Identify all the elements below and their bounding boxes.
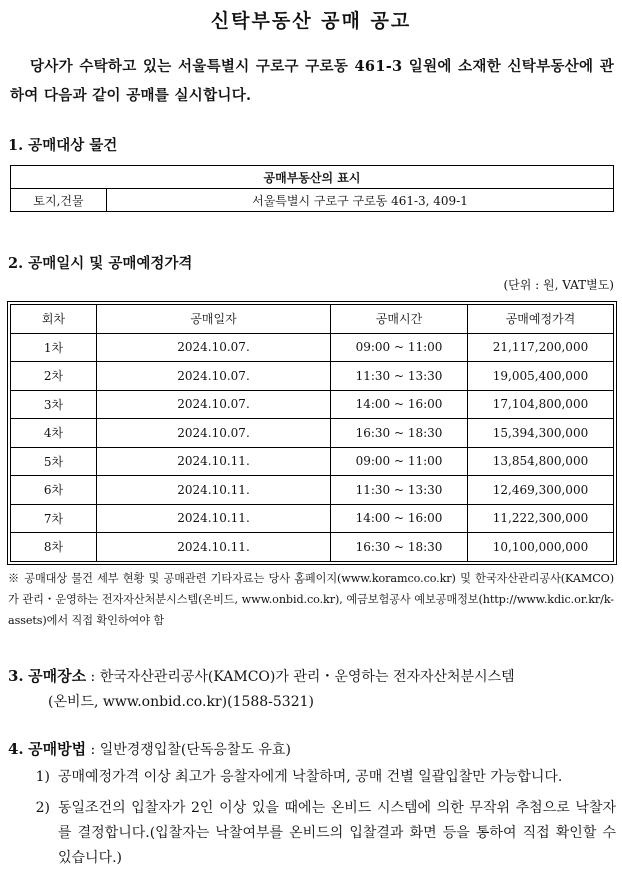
time-cell: 14:00 ~ 16:00 [331, 504, 468, 533]
round-cell: 3차 [11, 390, 97, 419]
section4-label: 공매방법 [28, 740, 87, 758]
date-cell: 2024.10.07. [97, 333, 331, 362]
date-cell: 2024.10.11. [97, 533, 331, 562]
date-cell: 2024.10.07. [97, 419, 331, 448]
section2-heading: 2. 공매일시 및 공매예정가격 [8, 255, 193, 272]
price-cell: 12,469,300,000 [468, 476, 614, 505]
schedule-table [10, 304, 614, 562]
round-cell: 6차 [11, 476, 97, 505]
table-row [11, 419, 614, 448]
property-table-header: 공매부동산의 표시 [11, 166, 614, 189]
table-row [11, 390, 614, 419]
date-cell: 2024.10.07. [97, 362, 331, 391]
section3-number: 3. [8, 667, 24, 685]
col-time: 공매시간 [331, 305, 468, 334]
section4-value: 일반경쟁입찰(단독응찰도 유효) [99, 742, 291, 758]
method-item-text: 동일조건의 입찰자가 2인 이상 있을 때에는 온비드 시스템에 의한 무작위 추첨으로 낙찰자를 결정합니다.(입찰자는 낙찰여부를 온비드의 입찰결과 화면 등을 통하여 직접 확인할 수 있습니다.) [58, 800, 616, 866]
table-row [11, 333, 614, 362]
section3-line2: (온비드, www.onbid.co.kr)(1588-5321) [48, 694, 314, 710]
table-row [11, 447, 614, 476]
section3-label: 공매장소 [28, 667, 87, 685]
unit-note: (단위 : 원, VAT별도) [503, 278, 614, 292]
price-cell: 21,117,200,000 [468, 333, 614, 362]
section3-line1: 한국자산관리공사(KAMCO)가 관리・운영하는 전자자산처분시스템 [99, 669, 515, 685]
col-date: 공매일자 [97, 305, 331, 334]
time-cell: 14:00 ~ 16:00 [331, 390, 468, 419]
reference-note: ※ 공매대상 물건 세부 현황 및 공매관련 기타자료는 당사 홈페이지(www.koramco.co.kr) 및 한국자산관리공사(KAMCO)가 관리・운영하는 전자자산처분시스템(온비드, www.onbid.co.kr), 예금보험공사 예보공매정보(http://www.kdic.or.kr/k-assets)에서 직접 확인하여야 함 [8, 572, 614, 627]
section3: 3. 공매장소 : 한국자산관리공사(KAMCO)가 관리・운영하는 전자자산처분시스템 (온비드, www.onbid.co.kr)(1588-5321) [8, 664, 616, 715]
time-cell: 16:30 ~ 18:30 [331, 533, 468, 562]
round-cell: 4차 [11, 419, 97, 448]
table-row [11, 476, 614, 505]
col-round: 회차 [11, 305, 97, 334]
time-cell: 11:30 ~ 13:30 [331, 362, 468, 391]
method-item [8, 796, 616, 871]
round-cell: 2차 [11, 362, 97, 391]
section1-heading: 1. 공매대상 물건 [8, 137, 118, 154]
date-cell: 2024.10.11. [97, 504, 331, 533]
price-cell: 13,854,800,000 [468, 447, 614, 476]
round-cell: 1차 [11, 333, 97, 362]
table-row [11, 362, 614, 391]
time-cell: 09:00 ~ 11:00 [331, 333, 468, 362]
date-cell: 2024.10.11. [97, 447, 331, 476]
property-type: 토지,건물 [11, 189, 107, 212]
date-cell: 2024.10.11. [97, 476, 331, 505]
method-item-text: 공매예정가격 이상 최고가 응찰자에게 낙찰하며, 공매 건별 일괄입찰만 가능합니다. [58, 769, 563, 785]
price-cell: 17,104,800,000 [468, 390, 614, 419]
time-cell: 11:30 ~ 13:30 [331, 476, 468, 505]
method-item [8, 765, 616, 790]
time-cell: 16:30 ~ 18:30 [331, 419, 468, 448]
method-item-number: 1) [35, 769, 50, 785]
price-cell: 11,222,300,000 [468, 504, 614, 533]
section4: 4. 공매방법 : 일반경쟁입찰(단독응찰도 유효) 1) 공매예정가격 이상 최고가 응찰자에게 낙찰하며, 공매 건별 일괄입찰만 가능합니다. 2) 동일조건의 입찰자가 2인 이상 있을 때에는 온비드 시스템에 의한 무작위 추첨으로 낙찰자를 결정합니다.(입찰자는 낙찰여부를 온비드의 입찰결과 화면 등을 통하여 직접 확인할 수 있습니다.) [8, 738, 616, 871]
round-cell: 7차 [11, 504, 97, 533]
round-cell: 5차 [11, 447, 97, 476]
price-cell: 10,100,000,000 [468, 533, 614, 562]
round-cell: 8차 [11, 533, 97, 562]
intro-paragraph: 당사가 수탁하고 있는 서울특별시 구로구 구로동 461-3 일원에 소재한 신탁부동산에 관하여 다음과 같이 공매를 실시합니다. [10, 58, 614, 104]
table-row [11, 533, 614, 562]
price-cell: 15,394,300,000 [468, 419, 614, 448]
property-table [10, 165, 614, 212]
method-item-number: 2) [35, 800, 50, 816]
price-cell: 19,005,400,000 [468, 362, 614, 391]
date-cell: 2024.10.07. [97, 390, 331, 419]
time-cell: 09:00 ~ 11:00 [331, 447, 468, 476]
page-title: 신탁부동산 공매 공고 [210, 10, 412, 32]
table-row [11, 504, 614, 533]
section4-number: 4. [8, 740, 24, 758]
property-address: 서울특별시 구로구 구로동 461-3, 409-1 [107, 189, 614, 212]
col-price: 공매예정가격 [468, 305, 614, 334]
